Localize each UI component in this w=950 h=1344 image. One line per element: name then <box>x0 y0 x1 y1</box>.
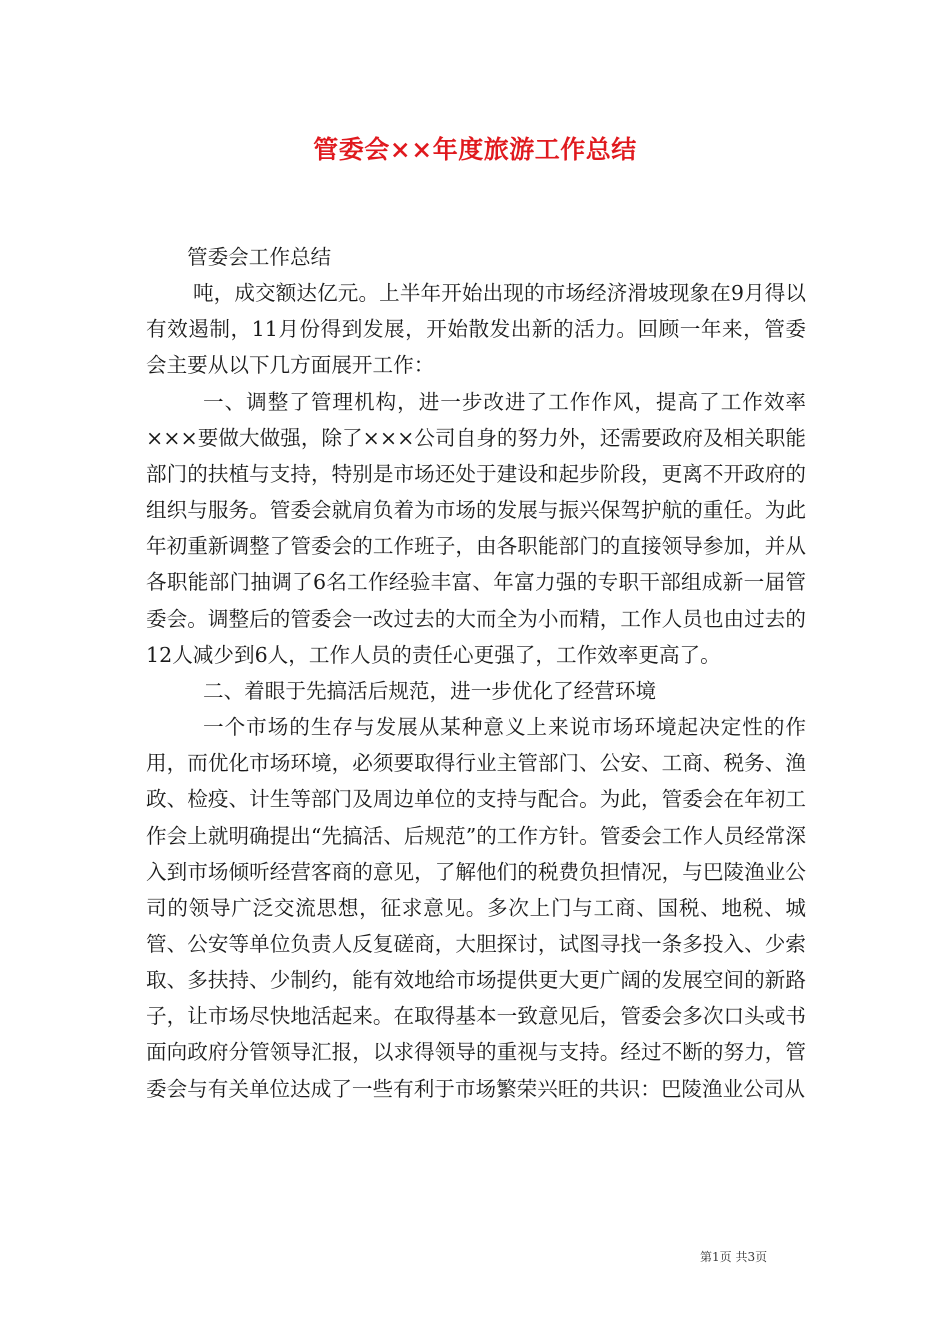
paragraph-section-two-heading: 二、着眼于先搞活后规范，进一步优化了经营环境 <box>203 678 657 703</box>
document-title: 管委会××年度旅游工作总结 <box>313 135 637 164</box>
paragraph-subtitle: 管委会工作总结 <box>187 245 332 269</box>
document-body <box>146 239 806 1107</box>
paragraph-section-two-body: 一个市场的生存与发展从某种意义上来说市场环境起决定性的作用，而优化市场环境，必须要取得行业主管部门、公安、工商、税务、渔政、检疫、计生等部门及周边单位的支持与配合。为此，管委会在年初工作会上就明确提出“先搞活、后规范”的工作方针。管委会工作人员经常深入到市场倾听经营客商的意见，了解他们的税费负担情况，与巴陵渔业公司的领导广泛交流思想，征求意见。多次上门与工商、国税、地税、城管、公安等单位负责人反复磋商，大胆探讨，试图寻找一条多投入、少索取、多扶持、少制约，能有效地给市场提供更大更广阔的发展空间的新路子，让市场尽快地活起来。在取得基本一致意见后，管委会多次口头或书面向政府分管领导汇报，以求得领导的重视与支持。经过不断的努力，管委会与有关单位达成了一些有利于市场繁荣兴旺的共识：巴陵渔业公司从 <box>146 715 806 1101</box>
page-number: 第1页 共3页 <box>700 1250 768 1264</box>
paragraph-intro: 吨，成交额达亿元。上半年开始出现的市场经济滑坡现象在9月得以有效遏制，11月份得到发展，开始散发出新的活力。回顾一年来，管委会主要从以下几方面展开工作： <box>146 281 806 378</box>
paragraph-section-one: 一、调整了管理机构，进一步改进了工作作风，提高了工作效率×××要做大做强，除了×××公司自身的努力外，还需要政府及相关职能部门的扶植与支持，特别是市场还处于建设和起步阶段，更离不开政府的组织与服务。管委会就肩负着为市场的发展与振兴保驾护航的重任。为此年初重新调整了管委会的工作班子，由各职能部门的直接领导参加，并从各职能部门抽调了6名工作经验丰富、年富力强的专职干部组成新一届管委会。调整后的管委会一改过去的大而全为小而精，工作人员也由过去的12人减少到6人，工作人员的责任心更强了，工作效率更高了。 <box>146 389 806 667</box>
